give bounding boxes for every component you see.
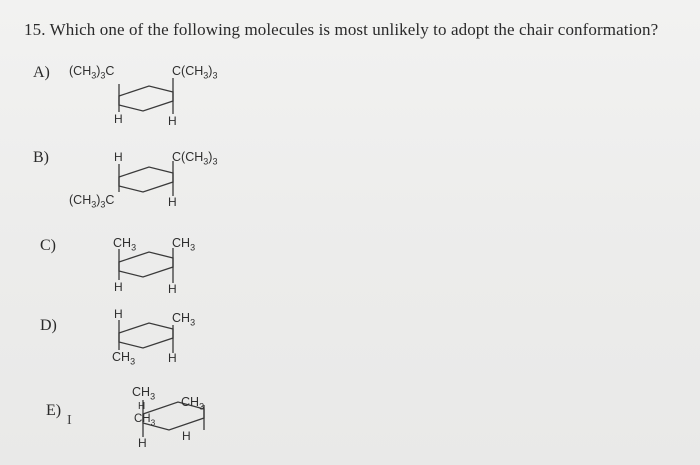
option-c-label: C)	[40, 237, 56, 254]
ring-b	[119, 161, 173, 196]
a-top-left-substituent: $(CH_3)_3C$	[69, 64, 115, 81]
e-mid-left-h: H	[138, 401, 146, 412]
c-bottom-right-h: H	[168, 282, 177, 296]
ring-a	[119, 78, 173, 114]
ring-d	[119, 320, 173, 353]
b-top-right-substituent: $C(CH_3)_3$	[172, 150, 218, 167]
d-bottom-right-h: H	[168, 351, 177, 365]
e-mid-left-substituent: $CH_3$	[134, 413, 156, 428]
d-bottom-left-substituent: $CH_3$	[112, 350, 136, 367]
text-cursor-icon: I	[67, 413, 72, 428]
option-a-label: A)	[33, 64, 50, 81]
b-bottom-left-substituent: $(CH_3)_3C$	[69, 193, 115, 210]
a-bottom-left-h: H	[114, 112, 123, 126]
e-top-left-substituent: $CH_3$	[132, 385, 156, 402]
a-bottom-right-h: H	[168, 114, 177, 128]
b-top-left-h: H	[114, 150, 123, 164]
ring-c	[119, 248, 173, 283]
b-bottom-right-h: H	[168, 195, 177, 209]
e-top-right-substituent: $CH_3$	[181, 395, 205, 412]
d-top-left-h: H	[114, 307, 123, 321]
option-d-label: D)	[40, 317, 57, 334]
question-text: 15. Which one of the following molecules is most unlikely to adopt the chair conformation?	[24, 20, 659, 39]
c-top-right-substituent: $CH_3$	[172, 236, 196, 253]
e-bottom-left-h: H	[138, 436, 147, 450]
c-top-left-substituent: $CH_3$	[113, 236, 137, 253]
option-e-label: E)	[46, 402, 62, 419]
c-bottom-left-h: H	[114, 280, 123, 294]
a-top-right-substituent: $C(CH_3)_3$	[172, 64, 218, 81]
d-top-right-substituent: $CH_3$	[172, 311, 196, 328]
e-bottom-right-h: H	[182, 429, 191, 443]
option-b-label: B)	[33, 149, 49, 166]
